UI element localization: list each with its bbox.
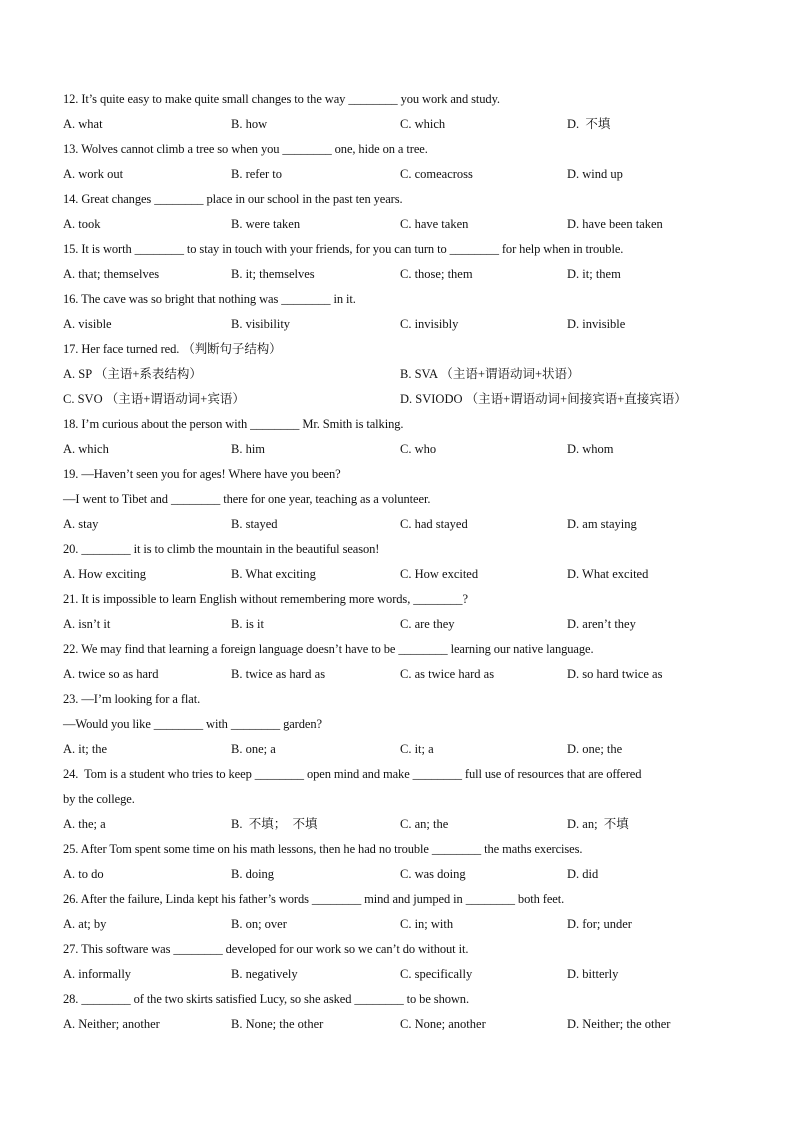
option-b: B. None; the other bbox=[231, 1017, 324, 1031]
option-a: A. took bbox=[63, 217, 101, 231]
option-d: D. am staying bbox=[567, 517, 637, 531]
option-a: A. it; the bbox=[63, 742, 108, 756]
option-d: D. SVIODO （主语+谓语动词+间接宾语+直接宾语） bbox=[400, 392, 687, 406]
options-row bbox=[63, 387, 743, 412]
option-c: C. comeacross bbox=[400, 167, 473, 181]
options-row bbox=[63, 1012, 743, 1037]
option-c: C. those; them bbox=[400, 267, 473, 281]
option-d: D. bitterly bbox=[567, 967, 619, 981]
option-b: B. on; over bbox=[231, 917, 287, 931]
option-c: C. have taken bbox=[400, 217, 469, 231]
question-block bbox=[63, 237, 743, 287]
question-stem: 19. —Haven’t seen you for ages! Where have you been? bbox=[63, 467, 341, 481]
option-c: C. None; another bbox=[400, 1017, 486, 1031]
options-row bbox=[63, 312, 743, 337]
question-stem: 24. Tom is a student who tries to keep ________ open mind and make ________ full use of resources that are offered bbox=[63, 767, 642, 781]
question-list bbox=[63, 87, 743, 1037]
question-stem: 13. Wolves cannot climb a tree so when you ________ one, hide on a tree. bbox=[63, 142, 428, 156]
question-stem: 16. The cave was so bright that nothing was ________ in it. bbox=[63, 292, 356, 306]
option-a: A. to do bbox=[63, 867, 104, 881]
options-row bbox=[63, 737, 743, 762]
options-row bbox=[63, 862, 743, 887]
question-stem: 18. I’m curious about the person with ________ Mr. Smith is talking. bbox=[63, 417, 404, 431]
option-d: D. for; under bbox=[567, 917, 632, 931]
question-block bbox=[63, 687, 743, 762]
option-b: B. it; themselves bbox=[231, 267, 315, 281]
question-stem-continued: —I went to Tibet and ________ there for one year, teaching as a volunteer. bbox=[63, 492, 431, 506]
question-stem: 26. After the failure, Linda kept his father’s words ________ mind and jumped in ________ both feet. bbox=[63, 892, 565, 906]
question-stem: 27. This software was ________ developed for our work so we can’t do without it. bbox=[63, 942, 469, 956]
question-block bbox=[63, 587, 743, 637]
option-a: A. what bbox=[63, 117, 103, 131]
option-d: D. an; 不填 bbox=[567, 817, 629, 831]
question-block bbox=[63, 187, 743, 237]
option-d: D. Neither; the other bbox=[567, 1017, 671, 1031]
question-stem: 25. After Tom spent some time on his math lessons, then he had no trouble ________ the maths exercises. bbox=[63, 842, 583, 856]
option-b: B. doing bbox=[231, 867, 275, 881]
question-block bbox=[63, 987, 743, 1037]
options-row bbox=[63, 162, 743, 187]
option-b: B. stayed bbox=[231, 517, 278, 531]
option-d: D. it; them bbox=[567, 267, 621, 281]
option-c: C. it; a bbox=[400, 742, 434, 756]
option-a: A. the; a bbox=[63, 817, 106, 831]
option-a: A. How exciting bbox=[63, 567, 146, 581]
option-a: A. Neither; another bbox=[63, 1017, 160, 1031]
question-stem: 21. It is impossible to learn English without remembering more words, ________? bbox=[63, 592, 468, 606]
options-row bbox=[63, 962, 743, 987]
option-d: D. did bbox=[567, 867, 599, 881]
option-b: B. one; a bbox=[231, 742, 276, 756]
option-c: C. which bbox=[400, 117, 446, 131]
option-b: B. SVA （主语+谓语动词+状语） bbox=[400, 367, 580, 381]
question-stem: 17. Her face turned red. （判断句子结构） bbox=[63, 342, 282, 356]
option-a: A. work out bbox=[63, 167, 124, 181]
option-b: B. visibility bbox=[231, 317, 291, 331]
question-block bbox=[63, 837, 743, 887]
options-row bbox=[63, 512, 743, 537]
option-c: C. had stayed bbox=[400, 517, 468, 531]
option-a: A. at; by bbox=[63, 917, 107, 931]
question-block bbox=[63, 637, 743, 687]
option-b: B. negatively bbox=[231, 967, 298, 981]
option-b: B. twice as hard as bbox=[231, 667, 326, 681]
option-a: A. twice so as hard bbox=[63, 667, 159, 681]
question-block bbox=[63, 887, 743, 937]
options-row bbox=[63, 612, 743, 637]
options-row bbox=[63, 562, 743, 587]
option-a: A. stay bbox=[63, 517, 99, 531]
option-c: C. specifically bbox=[400, 967, 473, 981]
question-stem: 22. We may find that learning a foreign language doesn’t have to be ________ learning our native language. bbox=[63, 642, 594, 656]
option-d: D. one; the bbox=[567, 742, 623, 756]
option-a: A. which bbox=[63, 442, 109, 456]
question-stem: 15. It is worth ________ to stay in touch with your friends, for you can turn to ________ for help when in trouble. bbox=[63, 242, 624, 256]
question-block bbox=[63, 87, 743, 137]
options-row bbox=[63, 662, 743, 687]
options-row bbox=[63, 262, 743, 287]
option-c: C. who bbox=[400, 442, 437, 456]
option-b: B. refer to bbox=[231, 167, 283, 181]
option-c: C. in; with bbox=[400, 917, 454, 931]
question-block bbox=[63, 937, 743, 987]
options-row bbox=[63, 212, 743, 237]
option-d: D. aren’t they bbox=[567, 617, 636, 631]
option-c: C. an; the bbox=[400, 817, 449, 831]
question-stem: 23. —I’m looking for a flat. bbox=[63, 692, 201, 706]
option-b: B. how bbox=[231, 117, 268, 131]
question-block bbox=[63, 412, 743, 462]
options-row bbox=[63, 812, 743, 837]
option-c: C. was doing bbox=[400, 867, 466, 881]
option-a: A. that; themselves bbox=[63, 267, 160, 281]
option-d: D. What excited bbox=[567, 567, 649, 581]
option-a: A. visible bbox=[63, 317, 112, 331]
option-b: B. What exciting bbox=[231, 567, 316, 581]
options-row bbox=[63, 112, 743, 137]
option-c: C. SVO （主语+谓语动词+宾语） bbox=[63, 392, 245, 406]
option-b: B. were taken bbox=[231, 217, 301, 231]
options-row bbox=[63, 912, 743, 937]
question-stem-continued: —Would you like ________ with ________ garden? bbox=[63, 717, 322, 731]
option-d: D. wind up bbox=[567, 167, 623, 181]
option-d: D. 不填 bbox=[567, 117, 611, 131]
question-block bbox=[63, 287, 743, 337]
options-row bbox=[63, 362, 743, 387]
option-d: D. invisible bbox=[567, 317, 626, 331]
question-block bbox=[63, 762, 743, 837]
question-block bbox=[63, 537, 743, 587]
option-a: A. isn’t it bbox=[63, 617, 111, 631]
question-block bbox=[63, 337, 743, 412]
question-stem-continued: by the college. bbox=[63, 792, 135, 806]
option-c: C. How excited bbox=[400, 567, 479, 581]
option-b: B. him bbox=[231, 442, 266, 456]
option-a: A. informally bbox=[63, 967, 132, 981]
question-stem: 12. It’s quite easy to make quite small changes to the way ________ you work and study. bbox=[63, 92, 500, 106]
option-c: C. invisibly bbox=[400, 317, 459, 331]
option-d: D. so hard twice as bbox=[567, 667, 663, 681]
option-c: C. as twice hard as bbox=[400, 667, 495, 681]
question-stem: 14. Great changes ________ place in our school in the past ten years. bbox=[63, 192, 403, 206]
option-d: D. have been taken bbox=[567, 217, 663, 231]
option-b: B. 不填； 不填 bbox=[231, 817, 318, 831]
question-block bbox=[63, 462, 743, 537]
question-stem: 28. ________ of the two skirts satisfied Lucy, so she asked ________ to be shown. bbox=[63, 992, 469, 1006]
option-a: A. SP （主语+系表结构） bbox=[63, 367, 202, 381]
option-b: B. is it bbox=[231, 617, 264, 631]
options-row bbox=[63, 437, 743, 462]
option-c: C. are they bbox=[400, 617, 455, 631]
question-block bbox=[63, 137, 743, 187]
option-d: D. whom bbox=[567, 442, 614, 456]
question-stem: 20. ________ it is to climb the mountain in the beautiful season! bbox=[63, 542, 380, 556]
